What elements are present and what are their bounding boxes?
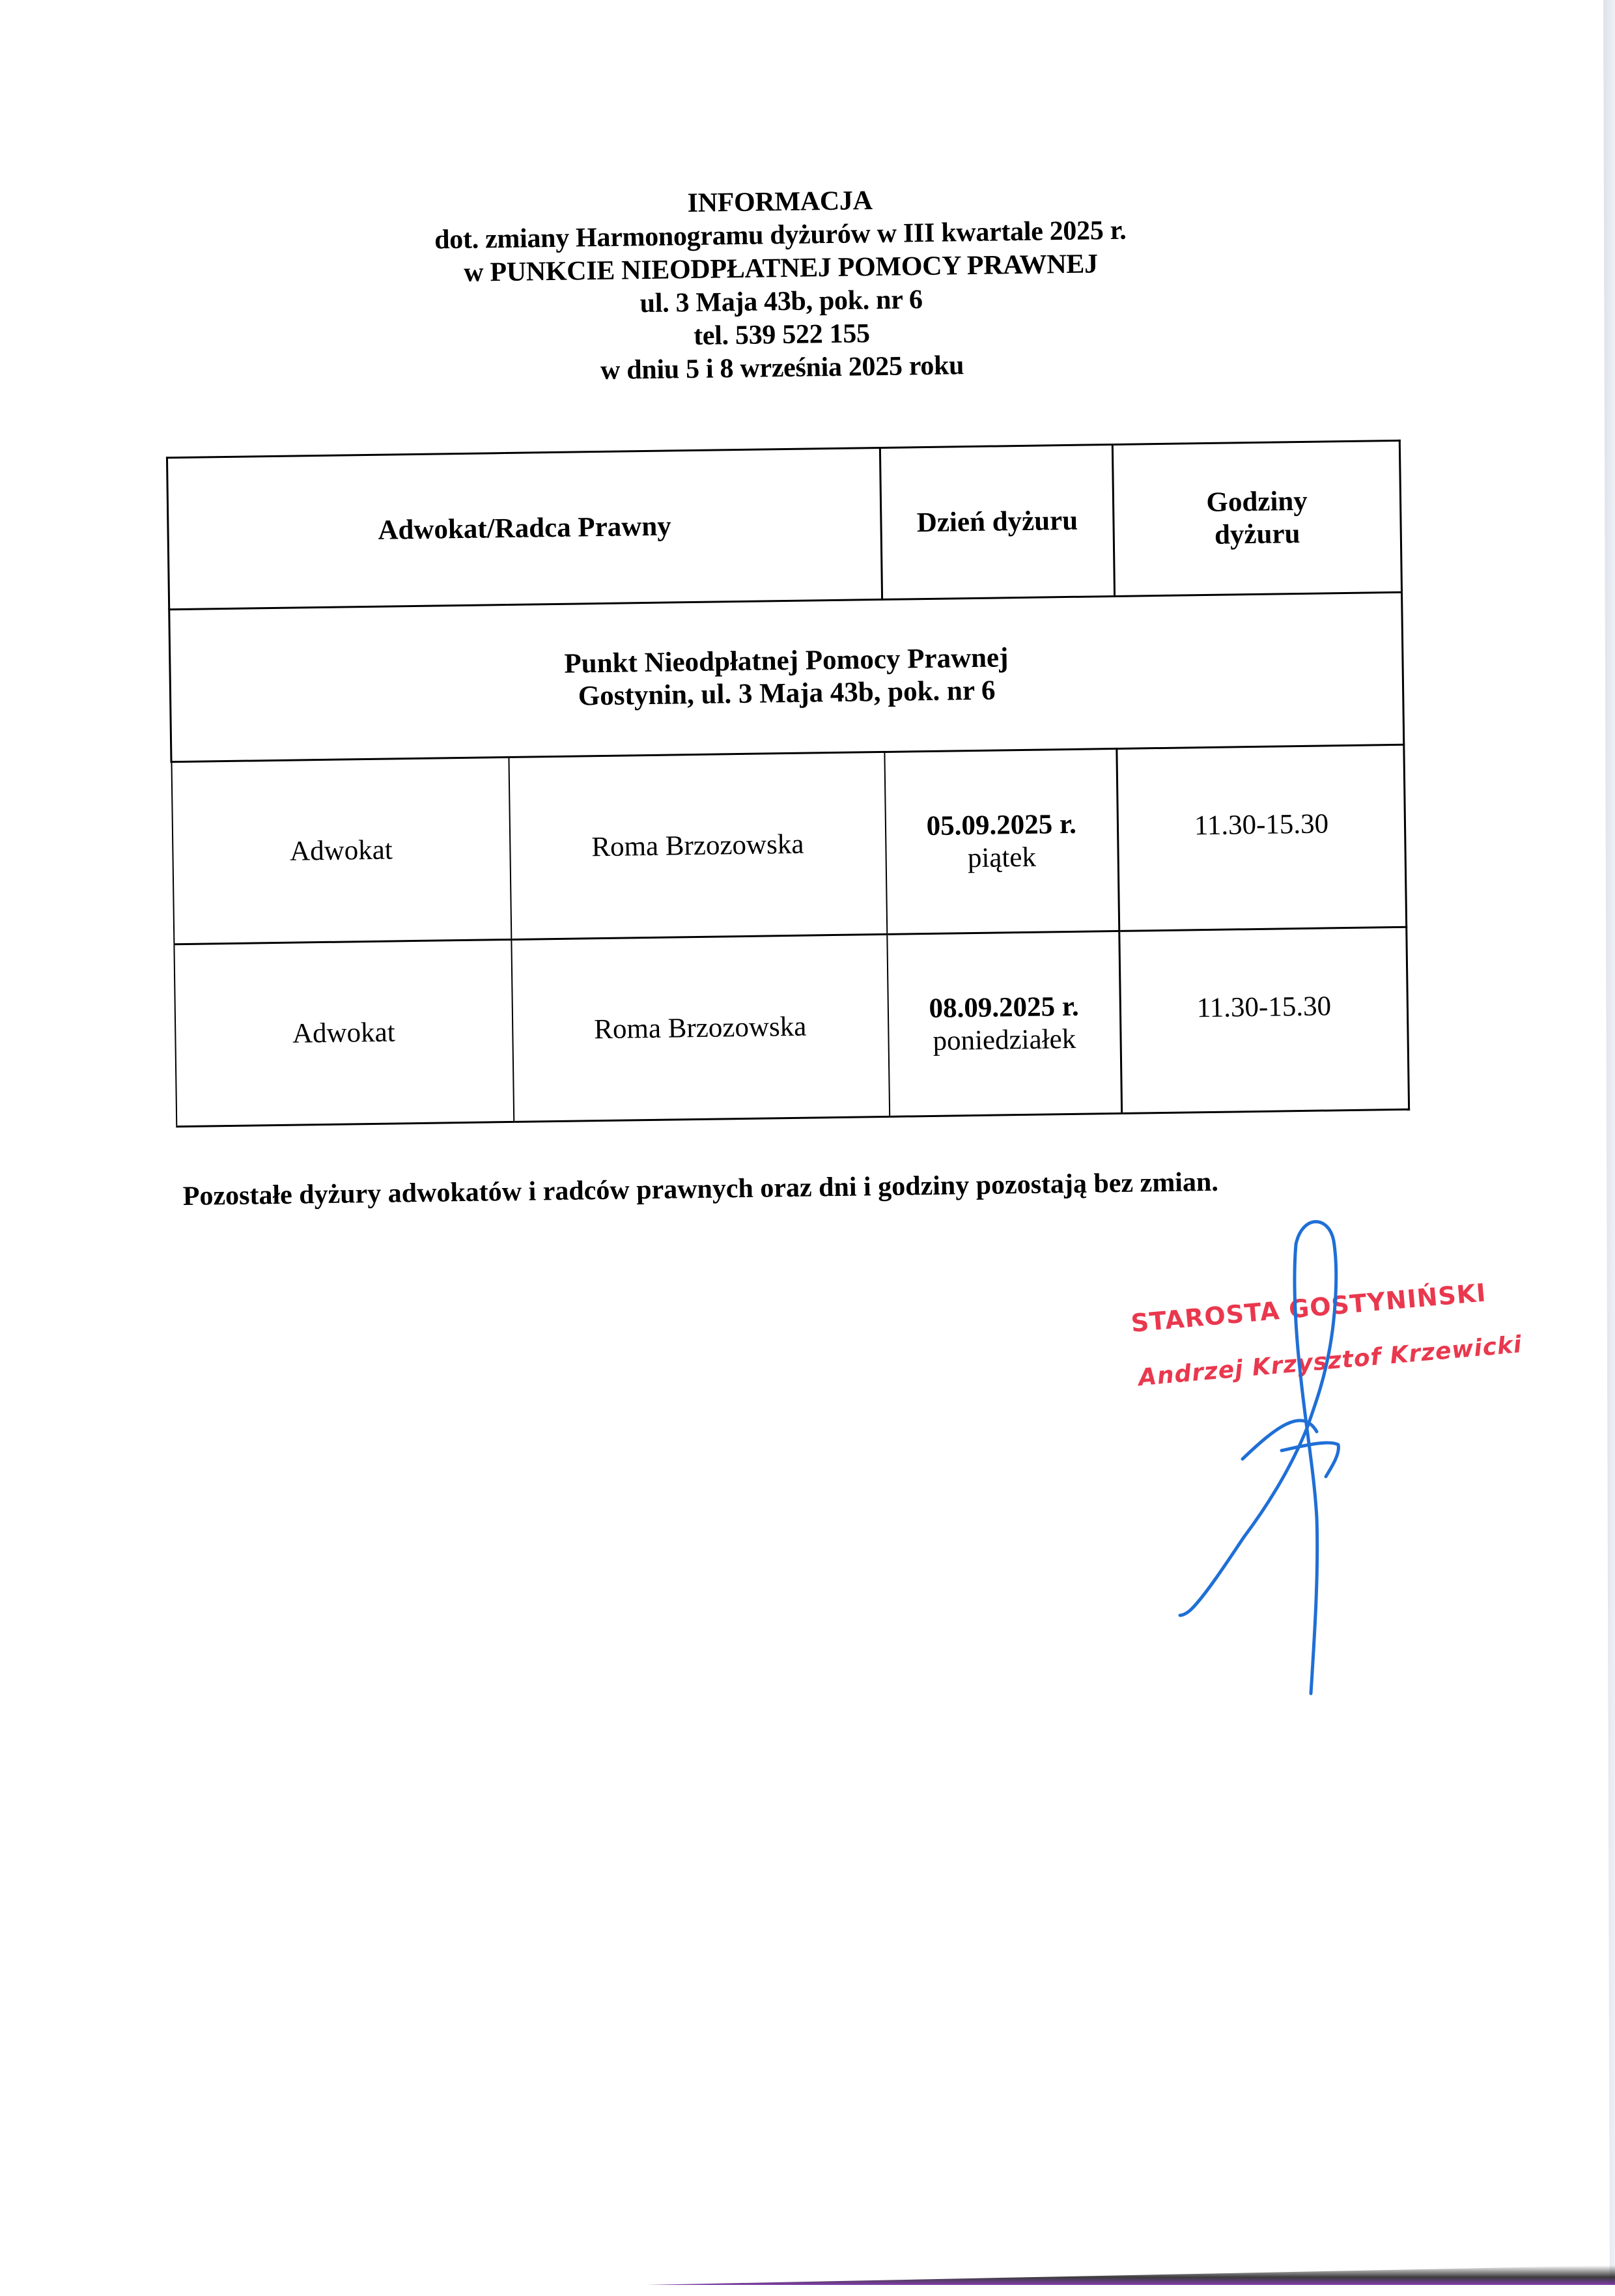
date-value: 08.09.2025 r. [929, 991, 1080, 1024]
cell-hours [1119, 927, 1409, 1113]
header-title: INFORMACJA [687, 186, 873, 219]
section-location [169, 592, 1404, 761]
handwritten-signature-icon [1107, 1212, 1498, 1733]
column-header-lawyer: Adwokat/Radca Prawny [167, 447, 882, 609]
date-value: 05.09.2025 r. [926, 808, 1077, 842]
cell-role: Adwokat [174, 939, 514, 1126]
stamp-name: Andrzej Krzysztof Krzewicki [1137, 1331, 1523, 1392]
document-header [0, 175, 1570, 396]
column-header-day: Dzień dyżuru [880, 444, 1114, 599]
cell-name: Roma Brzozowska [509, 752, 887, 939]
column-header-hours-line2: dyżuru [1214, 518, 1300, 550]
column-header-hours-line1: Godziny [1206, 485, 1308, 518]
weekday-value: piątek [967, 842, 1037, 873]
header-subject: dot. zmiany Harmonogramu dyżurów w III kwartale 2025 r. [434, 215, 1127, 255]
header-dates: w dniu 5 i 8 września 2025 roku [600, 350, 964, 386]
footer-note: Pozostałe dyżury adwokatów i radców prawnych oraz dni i godziny pozostają bez zmian. [182, 1167, 1219, 1212]
schedule-table [166, 440, 1410, 1127]
table-row [174, 927, 1409, 1126]
cell-date [884, 748, 1119, 934]
column-header-hours [1112, 440, 1401, 596]
header-address: ul. 3 Maja 43b, pok. nr 6 [639, 285, 923, 319]
stamp-title: STAROSTA GOSTYNIŃSKI [1130, 1278, 1488, 1338]
cell-name: Roma Brzozowska [511, 934, 890, 1122]
cell-hours [1117, 744, 1407, 931]
weekday-value: poniedziałek [933, 1023, 1076, 1056]
hours-value: 11.30-15.30 [1196, 990, 1332, 1023]
header-phone: tel. 539 522 155 [693, 319, 870, 351]
cell-role: Adwokat [171, 757, 511, 944]
section-name: Punkt Nieodpłatnej Pomocy Prawnej [564, 642, 1009, 679]
section-address: Gostynin, ul. 3 Maja 43b, pok. nr 6 [578, 675, 996, 711]
header-institution: w PUNKCIE NIEODPŁATNEJ POMOCY PRAWNEJ [463, 249, 1099, 288]
table-section-row [169, 592, 1404, 761]
table-row [171, 744, 1407, 944]
cell-date [887, 931, 1122, 1116]
table-header-row [167, 440, 1401, 609]
hours-value: 11.30-15.30 [1194, 808, 1329, 841]
